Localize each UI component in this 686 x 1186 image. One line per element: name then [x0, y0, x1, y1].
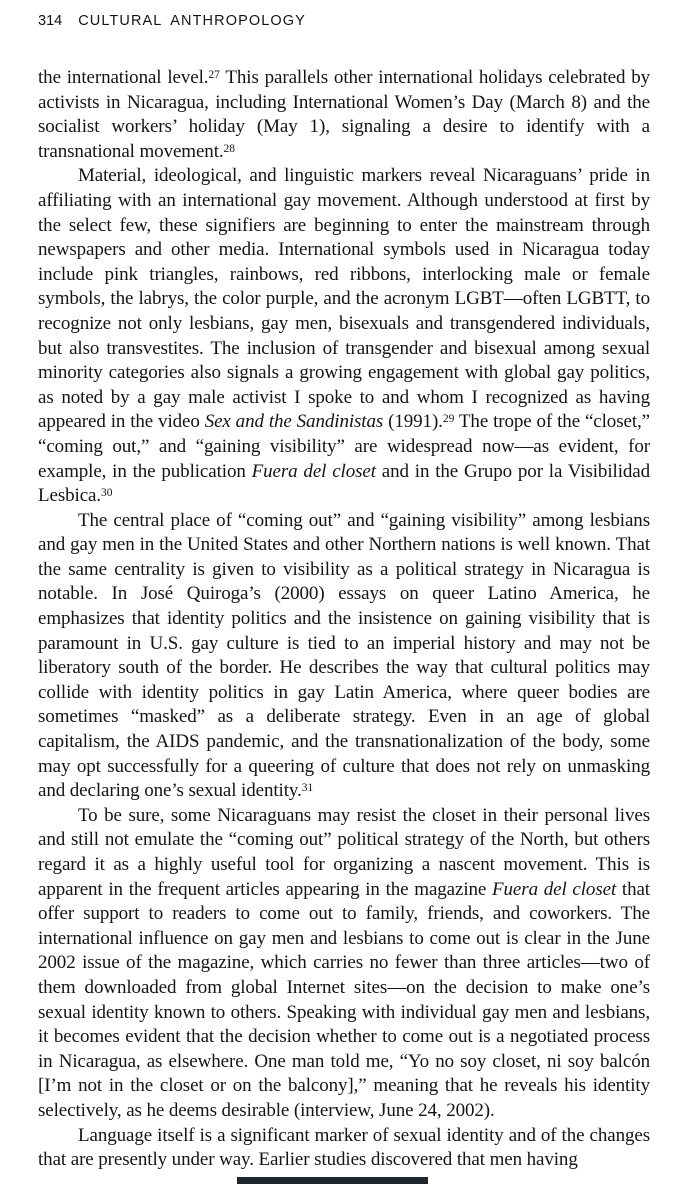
- text-segment: the international level.: [38, 67, 209, 88]
- text-segment: To be sure, some Nicaraguans may resist the closet in their personal lives and still not emulate the “coming out” political strategy of the North, but others regard it as a highly useful tool for organizing a nascent movement. This is apparent in the frequent articles appearing in the magazine: [38, 804, 650, 900]
- text-segment: The central place of “coming out” and “gaining visibility” among lesbians and gay men in the United States and other Northern nations is well known. That the same centrality is given to visibility as a political strategy in Nicaragua is notable. In José Quiroga’s (2000) essays on queer Latino America, he emphasizes that identity politics and the insistence on gaining visibility that is paramount in U.S. gay culture is tied to an imperial history and may not be liberatory south of the border. He describes the way that cultural politics may collide with identity politics in gay Latin America, where queer bodies are sometimes “masked” as a deliberate strategy. Even in an age of global capitalism, the AIDS pandemic, and the transnationalization of the body, some may opt successfully for a queering of culture that does not rely on unmasking and declaring one’s sexual identity.: [38, 509, 650, 802]
- paragraph: [38, 164, 650, 508]
- paragraph: [38, 66, 650, 164]
- text-segment: This parallels other international holidays celebrated by activists in Nicaragua, including International Women’s Day (March 8) and the socialist workers’ holiday (May 1), signaling a desire to identify with a transnational movement.: [38, 67, 650, 162]
- article-body: [38, 66, 650, 1173]
- journal-title: CULTURAL ANTHROPOLOGY: [78, 13, 306, 29]
- footnote-reference: 28: [223, 142, 236, 155]
- paragraph: [38, 509, 650, 804]
- footnote-reference: 31: [301, 782, 314, 795]
- footnote-reference: 30: [101, 486, 113, 499]
- italic-work-title: Sex and the Sandinistas: [204, 411, 384, 433]
- text-segment: and in the Grupo por la Visibilidad Lesbica.: [38, 460, 651, 507]
- italic-work-title: Fuera del closet: [251, 460, 376, 482]
- text-segment: The trope of the “closet,” “coming out,” and “gaining visibility” are widespread now—as evident, for example, in the publication: [38, 411, 650, 482]
- paragraph: [38, 804, 650, 1124]
- text-segment: Language itself is a significant marker of sexual identity and of the changes that are presently under way. Earlier studies discovered that men having: [38, 1124, 650, 1171]
- italic-work-title: Fuera del closet: [492, 878, 617, 900]
- paragraph: [38, 1124, 650, 1173]
- running-head: [38, 13, 306, 29]
- footnote-reference: 27: [208, 68, 220, 81]
- text-segment: (1991).: [383, 411, 443, 433]
- footnote-reference: 29: [442, 413, 455, 426]
- text-segment: Material, ideological, and linguistic markers reveal Nicaraguans’ pride in affiliating with an international gay movement. Although understood at first by the select few, these signifiers are beginning to enter the mainstream through newspapers and other media. International symbols used in Nicaragua today include pink triangles, rainbows, red ribbons, interlocking male or female symbols, the labrys, the color purple, and the acronym LGBT—often LGBTT, to recognize not only lesbians, gay men, bisexuals and transgendered individuals, but also transvestites. The inclusion of transgender and bisexual among sexual minority categories also signals a growing engagement with global gay politics, as noted by a gay male activist I spoke to and whom I recognized as having appeared in the video: [38, 165, 650, 433]
- text-segment: that offer support to readers to come out to family, friends, and coworkers. The international influence on gay men and lesbians to come out is clear in the June 2002 issue of the magazine, which carries no fewer than three articles—two of them downloaded from global Internet sites—on the decision to make one’s sexual identity known to others. Speaking with individual gay men and lesbians, it becomes evident that the decision whether to come out is a negotiated process in Nicaragua, as elsewhere. One man told me, “Yo no soy closet, ni soy balcón [I’m not in the closet or on the balcony],” meaning that he reveals his identity selectively, as he deems desirable (interview, June 24, 2002).: [38, 878, 650, 1121]
- page-number: 314: [38, 13, 63, 29]
- scan-artifact-bar: [237, 1177, 428, 1184]
